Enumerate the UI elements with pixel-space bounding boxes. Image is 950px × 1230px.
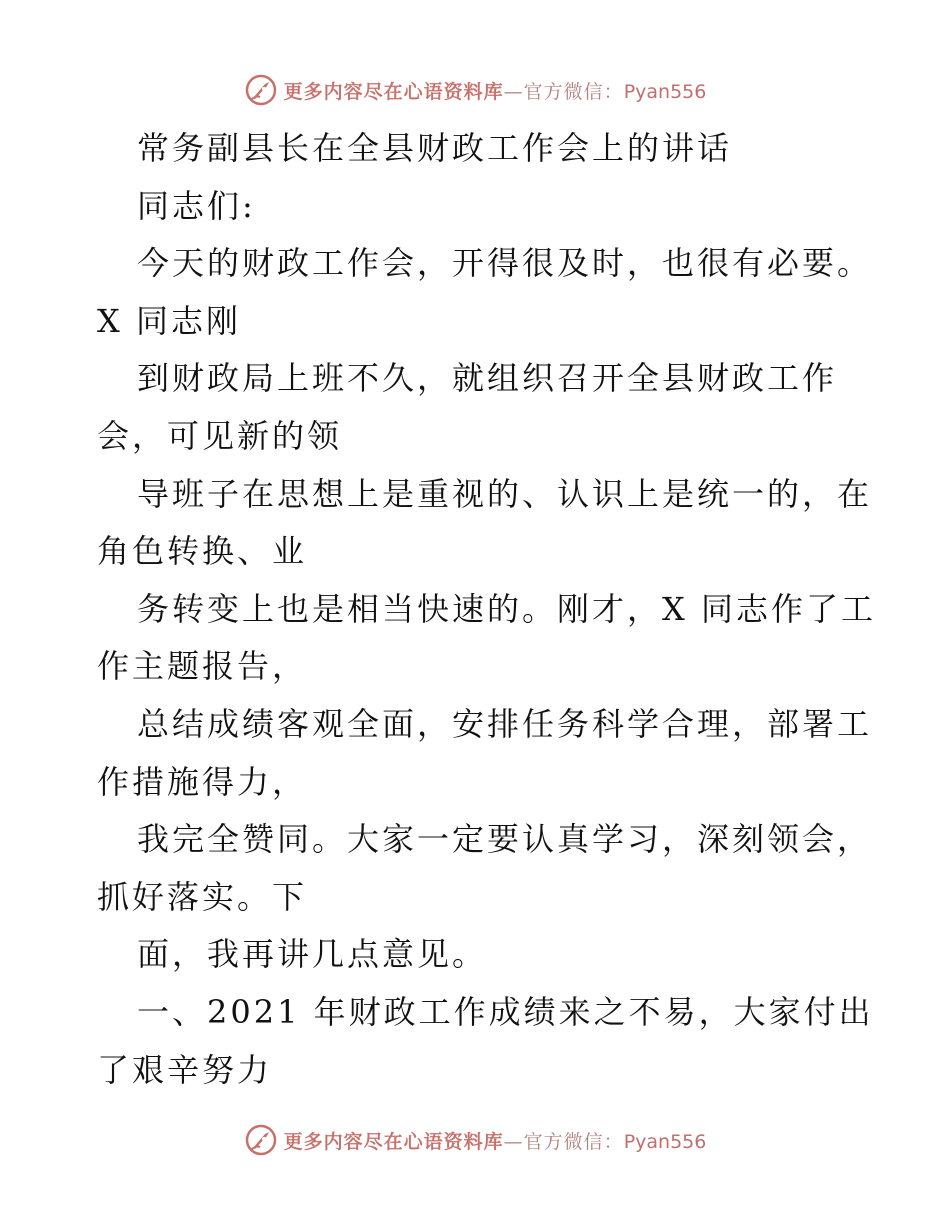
paragraph-line: 到财政局上班不久，就组织召开全县财政工作 — [137, 359, 838, 398]
watermark-wechat-label: 官方微信： — [523, 1130, 624, 1153]
watermark-footer — [0, 1120, 950, 1160]
watermark-wechat-id: Pyan556 — [623, 1130, 707, 1153]
paragraph-line: 我完全赞同。大家一定要认真学习，深刻领会， — [137, 820, 873, 859]
paragraph-line: 角色转换、业 — [97, 532, 308, 571]
salutation: 同志们: — [137, 186, 256, 225]
watermark-wechat-label: 官方微信： — [523, 80, 624, 103]
quill-pen-logo-icon — [244, 73, 278, 107]
quill-pen-logo-icon — [244, 1123, 278, 1157]
document-body — [97, 120, 876, 1099]
paragraph-line: 导班子在思想上是重视的、认识上是统一的，在 — [137, 474, 873, 513]
watermark-text — [284, 1127, 707, 1154]
watermark-header — [0, 70, 950, 110]
section-heading-continuation: 了艰辛努力 — [97, 1050, 273, 1089]
paragraph-line: 务转变上也是相当快速的。刚才，X 同志作了工 — [137, 589, 876, 628]
paragraph-line: 作主题报告， — [97, 647, 308, 686]
watermark-text — [284, 77, 707, 104]
watermark-separator: — — [503, 80, 524, 103]
paragraph-line: 抓好落实。下 — [97, 877, 308, 916]
document-title: 常务副县长在全县财政工作会上的讲话 — [137, 129, 733, 167]
paragraph-line: 会，可见新的领 — [97, 416, 343, 455]
paragraph-line: 今天的财政工作会，开得很及时，也很有必要。 — [137, 244, 873, 283]
paragraph-line: X 同志刚 — [97, 301, 241, 340]
paragraph-line: 作措施得力， — [97, 762, 308, 801]
watermark-brand: 更多内容尽在心语资料库 — [283, 80, 504, 103]
paragraph-line: 总结成绩客观全面，安排任务科学合理，部署工 — [137, 704, 873, 743]
watermark-brand: 更多内容尽在心语资料库 — [283, 1130, 504, 1153]
paragraph-line: 面，我再讲几点意见。 — [137, 935, 488, 974]
section-heading: 一、2021 年财政工作成绩来之不易，大家付出 — [137, 992, 874, 1031]
watermark-wechat-id: Pyan556 — [623, 80, 707, 103]
watermark-separator: — — [503, 1130, 524, 1153]
